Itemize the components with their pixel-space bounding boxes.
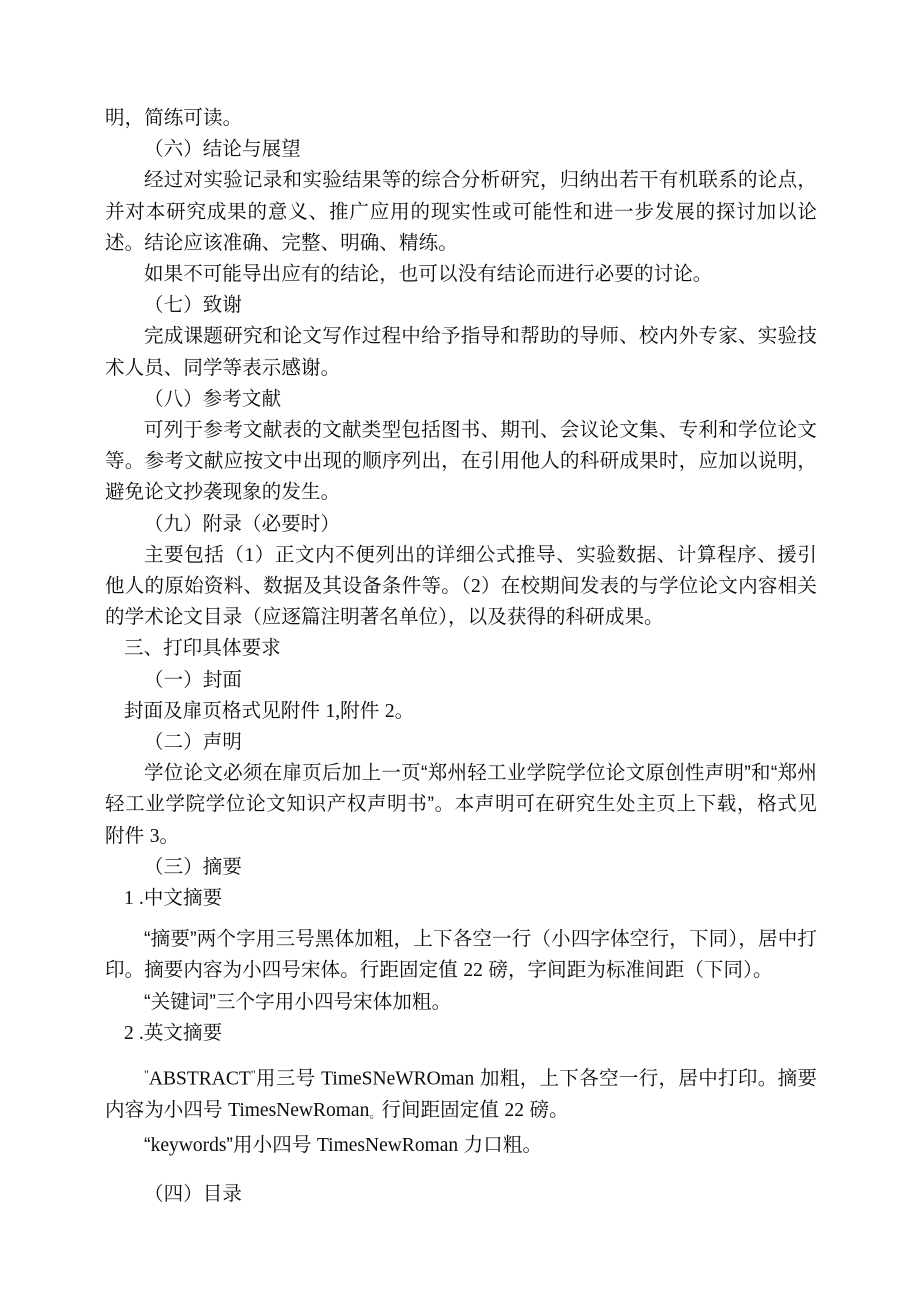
heading-acknowledgement: （七）致谢 (144, 294, 243, 317)
heading-statement: （二）声明 (144, 731, 243, 754)
abstract-english-open-quote: " (144, 1067, 149, 1082)
appendix-text-a: 主要包括（ (144, 543, 245, 566)
abstract-english-font-name-2: TimesNewRoman (228, 1099, 370, 1121)
abstract-chinese-label: 中文摘要 (143, 887, 223, 910)
abstract-english-text-b: 加粗，上下各空一行，居中打印。摘要内容为小四号 (105, 1067, 817, 1121)
keywords-english-open-quote: “ (144, 1133, 151, 1156)
abstract-chinese-text-a: “摘要”两个字用三号黑体加粗，上下各空一行（小四字体空行，下同），居中打印。摘要内容为小四号宋体。行距固定值 (105, 928, 817, 982)
abstract-english-number: 2 . (124, 1022, 144, 1044)
heading-abstract-chinese (105, 883, 817, 914)
heading-section-three: 三、打印具体要求 (124, 637, 281, 660)
abstract-english-text-d: 磅。 (523, 1098, 569, 1121)
paragraph-statement-body (105, 758, 817, 852)
cover-attachment-2: 2 (384, 700, 395, 722)
appendix-text-c: ）在校期间发表的与学位论文内容相关的学术论文目录（应逐篇注明著名单位），以及获得的科研成果。 (105, 575, 817, 629)
cover-attachment-1: 1, (325, 700, 341, 722)
spacer-before-toc-heading (105, 1161, 817, 1179)
appendix-number-2: 2 (471, 576, 481, 598)
abstract-english-close-quote: " (250, 1067, 256, 1082)
heading-abstract-english (105, 1018, 817, 1049)
abstract-chinese-number: 1 . (124, 888, 144, 910)
abstract-english-label: 英文摘要 (143, 1021, 223, 1044)
abstract-english-linespacing-value: 22 (504, 1099, 524, 1121)
statement-attachment-number: 3 (149, 825, 160, 847)
heading-cover: （一）封面 (144, 668, 243, 691)
paragraph-conclusion-body: 经过对实验记录和实验结果等的综合分析研究，归纳出若干有机联系的论点，并对本研究成果的意义、推广应用的现实性或可能性和进一步发展的探讨加以论述。结论应该准确、完整、明确、精练。 (105, 169, 817, 254)
keywords-english-font-name: TimesNewRoman (316, 1134, 459, 1156)
abstract-chinese-linespacing-value: 22 (463, 960, 483, 982)
appendix-number-1: 1 (244, 544, 255, 566)
abstract-english-word: ABSTRACT (148, 1068, 251, 1090)
paragraph-cover-body (105, 696, 817, 727)
heading-table-of-contents: （四）目录 (144, 1182, 243, 1205)
keywords-english-text-b: ”用小四号 (226, 1133, 317, 1156)
cover-text-a: 封面及扉页格式见附件 (124, 699, 326, 722)
abstract-english-lowered-period: 。 (369, 1106, 382, 1121)
statement-text: 学位论文必须在扉页后加上一页“郑州轻工业学院学位论文原创性声明”和“郑州轻工业学院学位论文知识产权声明书”。本声明可在研究生处主页上下载，格式见附件 (105, 762, 817, 847)
cover-text-c: 。 (394, 699, 415, 722)
paragraph-references-body: 可列于参考文献表的文献类型包括图书、期刊、会议论文集、专利和学位论文等。参考文献应按文中出现的顺序列出，在引用他人的科研成果时，应加以说明，避免论文抄袭现象的发生。 (105, 419, 817, 504)
heading-appendix: （九）附录（必要时） (144, 512, 341, 535)
paragraph-abstract-english-body (105, 1059, 817, 1129)
paragraph-conclusion-optional: 如果不可能导出应有的结论，也可以没有结论而进行必要的讨论。 (144, 263, 713, 286)
statement-text-end: 。 (159, 824, 180, 847)
abstract-english-text-c: 行间距固定值 (381, 1098, 505, 1121)
keywords-english-word: keywords (150, 1134, 227, 1156)
paragraph-keywords-english (105, 1130, 817, 1161)
document-text-column (105, 103, 817, 1210)
abstract-chinese-text-b: 磅，字间距为标准间距（下同）。 (482, 959, 773, 982)
appendix-text-b: ）正文内不便列出的详细公式推导、实验数据、计算程序、援引他人的原始资料、数据及其设备条件等。（ (105, 543, 817, 598)
spacer-before-abstract-chinese-body (105, 914, 817, 924)
cover-text-b: 附件 (340, 699, 385, 722)
paragraph-abstract-chinese-body (105, 924, 817, 986)
paragraph-acknowledgement-body: 完成课题研究和论文写作过程中给予指导和帮助的导师、校内外专家、实验技术人员、同学等表示感谢。 (105, 325, 817, 379)
heading-conclusion-outlook: （六）结论与展望 (144, 138, 301, 161)
abstract-english-font-name-1: TimeSNeWROman (321, 1068, 475, 1090)
paragraph-appendix-body (105, 540, 817, 634)
keywords-english-text-c: 力口粗。 (458, 1133, 543, 1156)
paragraph-carryover: 明，简练可读。 (105, 107, 243, 129)
spacer-before-abstract-english-body (105, 1049, 817, 1059)
paragraph-keywords-chinese: “关键词”三个字用小四号宋体加粗。 (144, 990, 452, 1013)
abstract-english-text-a: 用三号 (255, 1067, 322, 1090)
heading-references: （八）参考文献 (144, 387, 282, 410)
heading-abstract: （三）摘要 (144, 855, 243, 878)
